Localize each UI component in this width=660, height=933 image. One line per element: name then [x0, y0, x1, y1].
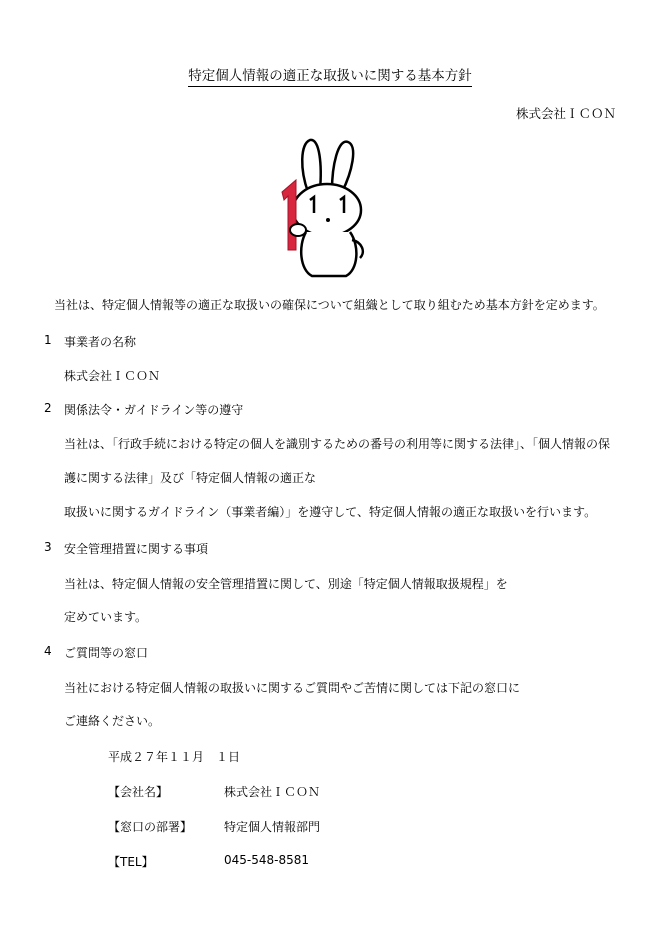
rabbit-mascot-icon — [270, 130, 380, 280]
section-number: 3 — [44, 540, 52, 554]
section-title: 事業者の名称 — [64, 335, 137, 349]
section-body-line: ご連絡ください。 — [64, 714, 161, 728]
section-body-line: 定めています。 — [64, 610, 148, 624]
contact-label: 【会社名】 — [108, 785, 169, 799]
section-body-line: 株式会社ＩＣＯＮ — [64, 369, 161, 383]
section-number: 1 — [44, 333, 52, 347]
company-name: 株式会社ＩＣＯＮ — [515, 106, 616, 121]
date-text: 平成２７年１１月 １日 — [108, 750, 241, 764]
contact-value: 特定個人情報部門 — [224, 820, 321, 834]
contact-label: 【TEL】 — [108, 855, 154, 869]
contact-label: 【窓口の部署】 — [108, 820, 193, 834]
section-body-line: 当社は、「行政手続における特定の個人を識別するための番号の利用等に関する法律」、「個人情報の保 — [64, 437, 611, 451]
section-body-line: 当社は、特定個人情報の安全管理措置に関して、別途「特定個人情報取扱規程」を — [64, 577, 508, 591]
section-title: 関係法令・ガイドライン等の遵守 — [64, 403, 244, 417]
page-title: 特定個人情報の適正な取扱いに関する基本方針 — [0, 64, 660, 84]
section-body-line: 当社における特定個人情報の取扱いに関するご質問やご苦情に関しては下記の窓口に — [64, 681, 521, 695]
section-number: 2 — [44, 401, 52, 415]
intro-text: 当社は、特定個人情報等の適正な取扱いの確保について組織として取り組むため基本方針を定めます。 — [54, 298, 605, 312]
section-body-line: 護に関する法律」及び「特定個人情報の適正な — [64, 471, 317, 485]
section-number: 4 — [44, 644, 52, 658]
contact-value: 株式会社ＩＣＯＮ — [224, 785, 321, 799]
section-title: ご質問等の窓口 — [64, 646, 149, 660]
section-title: 安全管理措置に関する事項 — [64, 542, 209, 556]
section-body-line: 取扱いに関するガイドライン（事業者編）」を遵守して、特定個人情報の適正な取扱いを行います。 — [64, 505, 597, 519]
contact-value: 045-548-8581 — [224, 853, 310, 867]
